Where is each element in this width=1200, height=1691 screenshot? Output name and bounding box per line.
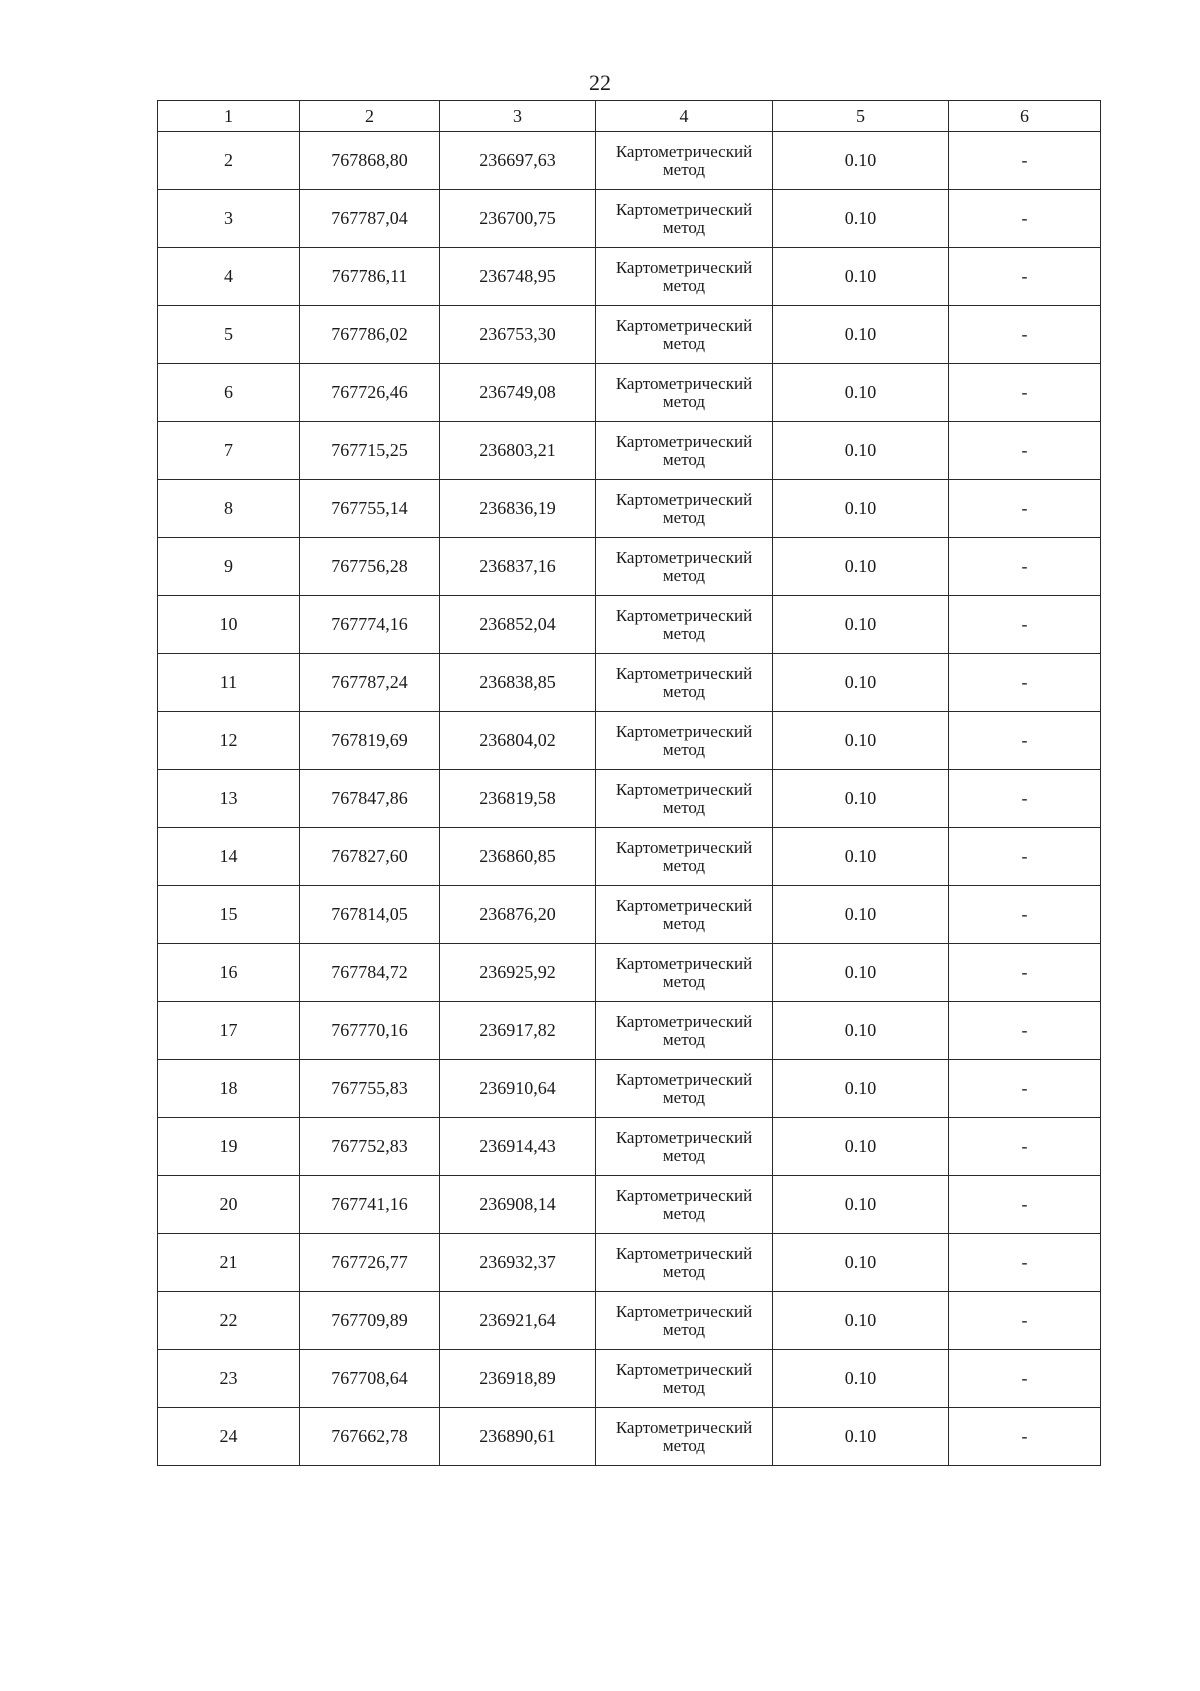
table-row: [158, 538, 1101, 596]
method-label-line1: Картометрический: [615, 1417, 753, 1437]
header-cell-4: 4: [596, 101, 773, 132]
method-label-line2: метод: [662, 623, 706, 643]
header-cell-1: 1: [158, 101, 300, 132]
y-coordinate-cell: 236749,08: [440, 364, 596, 422]
y-coordinate-cell: 236753,30: [440, 306, 596, 364]
point-number-cell: 17: [158, 1002, 300, 1060]
method-label-line2: метод: [662, 159, 706, 179]
method-cell: [596, 1002, 773, 1060]
y-coordinate-cell: 236748,95: [440, 248, 596, 306]
method-cell: [596, 1176, 773, 1234]
y-coordinate-cell: 236921,64: [440, 1292, 596, 1350]
y-coordinate-cell: 236910,64: [440, 1060, 596, 1118]
y-coordinate-cell: 236876,20: [440, 886, 596, 944]
y-coordinate-cell: 236838,85: [440, 654, 596, 712]
table-row: [158, 596, 1101, 654]
method-cell: [596, 944, 773, 1002]
y-coordinate-cell: 236837,16: [440, 538, 596, 596]
y-coordinate-cell: 236914,43: [440, 1118, 596, 1176]
point-number-cell: 3: [158, 190, 300, 248]
table-body: [158, 132, 1101, 1466]
accuracy-cell: 0.10: [773, 306, 949, 364]
accuracy-cell: 0.10: [773, 828, 949, 886]
method-label-line2: метод: [662, 1377, 706, 1397]
accuracy-cell: 0.10: [773, 886, 949, 944]
table-row: [158, 422, 1101, 480]
method-cell: [596, 1060, 773, 1118]
method-label-line2: метод: [662, 391, 706, 411]
method-label-line1: Картометрический: [615, 1011, 753, 1031]
method-cell: [596, 1350, 773, 1408]
accuracy-cell: 0.10: [773, 654, 949, 712]
point-number-cell: 20: [158, 1176, 300, 1234]
method-cell: [596, 654, 773, 712]
point-number-cell: 15: [158, 886, 300, 944]
accuracy-cell: 0.10: [773, 1292, 949, 1350]
y-coordinate-cell: 236918,89: [440, 1350, 596, 1408]
accuracy-cell: 0.10: [773, 480, 949, 538]
table-row: [158, 1118, 1101, 1176]
method-cell: [596, 306, 773, 364]
method-cell: [596, 886, 773, 944]
y-coordinate-cell: 236917,82: [440, 1002, 596, 1060]
x-coordinate-cell: 767755,14: [300, 480, 440, 538]
method-cell: [596, 190, 773, 248]
accuracy-cell: 0.10: [773, 538, 949, 596]
method-cell: [596, 1234, 773, 1292]
header-row: [158, 101, 1101, 132]
method-cell: [596, 1292, 773, 1350]
method-label-line1: Картометрический: [615, 547, 753, 567]
note-cell: -: [949, 712, 1101, 770]
method-label-line1: Картометрический: [615, 489, 753, 509]
table-row: [158, 248, 1101, 306]
method-label-line2: метод: [662, 855, 706, 875]
table-row: [158, 1234, 1101, 1292]
x-coordinate-cell: 767715,25: [300, 422, 440, 480]
point-number-cell: 22: [158, 1292, 300, 1350]
note-cell: -: [949, 1408, 1101, 1466]
accuracy-cell: 0.10: [773, 422, 949, 480]
note-cell: -: [949, 770, 1101, 828]
y-coordinate-cell: 236908,14: [440, 1176, 596, 1234]
note-cell: -: [949, 248, 1101, 306]
note-cell: -: [949, 364, 1101, 422]
point-number-cell: 4: [158, 248, 300, 306]
method-label-line1: Картометрический: [615, 431, 753, 451]
point-number-cell: 10: [158, 596, 300, 654]
x-coordinate-cell: 767726,77: [300, 1234, 440, 1292]
point-number-cell: 23: [158, 1350, 300, 1408]
note-cell: -: [949, 1060, 1101, 1118]
method-cell: [596, 538, 773, 596]
y-coordinate-cell: 236700,75: [440, 190, 596, 248]
table-row: [158, 770, 1101, 828]
accuracy-cell: 0.10: [773, 770, 949, 828]
method-label-line2: метод: [662, 1203, 706, 1223]
note-cell: -: [949, 190, 1101, 248]
point-number-cell: 13: [158, 770, 300, 828]
method-label-line2: метод: [662, 565, 706, 585]
accuracy-cell: 0.10: [773, 944, 949, 1002]
method-label-line2: метод: [662, 1087, 706, 1107]
x-coordinate-cell: 767662,78: [300, 1408, 440, 1466]
accuracy-cell: 0.10: [773, 248, 949, 306]
y-coordinate-cell: 236804,02: [440, 712, 596, 770]
table-row: [158, 1176, 1101, 1234]
accuracy-cell: 0.10: [773, 1408, 949, 1466]
method-label-line1: Картометрический: [615, 895, 753, 915]
method-label-line2: метод: [662, 1261, 706, 1281]
table-row: [158, 190, 1101, 248]
accuracy-cell: 0.10: [773, 1176, 949, 1234]
accuracy-cell: 0.10: [773, 132, 949, 190]
method-label-line2: метод: [662, 449, 706, 469]
x-coordinate-cell: 767847,86: [300, 770, 440, 828]
table-row: [158, 1060, 1101, 1118]
table-row: [158, 1002, 1101, 1060]
method-label-line2: метод: [662, 217, 706, 237]
method-label-line2: метод: [662, 681, 706, 701]
note-cell: -: [949, 422, 1101, 480]
point-number-cell: 2: [158, 132, 300, 190]
note-cell: -: [949, 480, 1101, 538]
point-number-cell: 21: [158, 1234, 300, 1292]
x-coordinate-cell: 767784,72: [300, 944, 440, 1002]
method-label-line2: метод: [662, 971, 706, 991]
point-number-cell: 5: [158, 306, 300, 364]
y-coordinate-cell: 236860,85: [440, 828, 596, 886]
method-label-line2: метод: [662, 739, 706, 759]
y-coordinate-cell: 236803,21: [440, 422, 596, 480]
x-coordinate-cell: 767752,83: [300, 1118, 440, 1176]
y-coordinate-cell: 236836,19: [440, 480, 596, 538]
note-cell: -: [949, 1292, 1101, 1350]
method-label-line1: Картометрический: [615, 141, 753, 161]
point-number-cell: 18: [158, 1060, 300, 1118]
x-coordinate-cell: 767787,24: [300, 654, 440, 712]
x-coordinate-cell: 767726,46: [300, 364, 440, 422]
point-number-cell: 14: [158, 828, 300, 886]
method-label-line1: Картометрический: [615, 1359, 753, 1379]
coordinates-table: [157, 100, 1101, 1466]
page-number: 22: [589, 70, 611, 95]
y-coordinate-cell: 236932,37: [440, 1234, 596, 1292]
note-cell: -: [949, 1350, 1101, 1408]
method-label-line1: Картометрический: [615, 315, 753, 335]
method-label-line1: Картометрический: [615, 257, 753, 277]
table-row: [158, 1292, 1101, 1350]
x-coordinate-cell: 767786,02: [300, 306, 440, 364]
point-number-cell: 11: [158, 654, 300, 712]
point-number-cell: 19: [158, 1118, 300, 1176]
x-coordinate-cell: 767774,16: [300, 596, 440, 654]
note-cell: -: [949, 1234, 1101, 1292]
accuracy-cell: 0.10: [773, 1350, 949, 1408]
y-coordinate-cell: 236890,61: [440, 1408, 596, 1466]
x-coordinate-cell: 767827,60: [300, 828, 440, 886]
table-row: [158, 944, 1101, 1002]
note-cell: -: [949, 1118, 1101, 1176]
method-label-line2: метод: [662, 913, 706, 933]
table-row: [158, 480, 1101, 538]
point-number-cell: 9: [158, 538, 300, 596]
point-number-cell: 24: [158, 1408, 300, 1466]
accuracy-cell: 0.10: [773, 190, 949, 248]
x-coordinate-cell: 767819,69: [300, 712, 440, 770]
method-label-line2: метод: [662, 1145, 706, 1165]
note-cell: -: [949, 306, 1101, 364]
table-row: [158, 654, 1101, 712]
method-label-line1: Картометрический: [615, 1185, 753, 1205]
method-cell: [596, 480, 773, 538]
table-row: [158, 364, 1101, 422]
note-cell: -: [949, 654, 1101, 712]
accuracy-cell: 0.10: [773, 364, 949, 422]
accuracy-cell: 0.10: [773, 1234, 949, 1292]
method-cell: [596, 364, 773, 422]
header-cell-2: 2: [300, 101, 440, 132]
note-cell: -: [949, 538, 1101, 596]
x-coordinate-cell: 767868,80: [300, 132, 440, 190]
method-cell: [596, 1118, 773, 1176]
method-label-line1: Картометрический: [615, 721, 753, 741]
note-cell: -: [949, 828, 1101, 886]
y-coordinate-cell: 236697,63: [440, 132, 596, 190]
accuracy-cell: 0.10: [773, 1002, 949, 1060]
accuracy-cell: 0.10: [773, 596, 949, 654]
table-row: [158, 886, 1101, 944]
method-label-line1: Картометрический: [615, 1069, 753, 1089]
method-cell: [596, 770, 773, 828]
header-cell-5: 5: [773, 101, 949, 132]
method-cell: [596, 596, 773, 654]
method-label-line2: метод: [662, 1435, 706, 1455]
x-coordinate-cell: 767814,05: [300, 886, 440, 944]
table-row: [158, 132, 1101, 190]
accuracy-cell: 0.10: [773, 712, 949, 770]
note-cell: -: [949, 1176, 1101, 1234]
method-label-line1: Картометрический: [615, 953, 753, 973]
method-label-line2: метод: [662, 1029, 706, 1049]
x-coordinate-cell: 767741,16: [300, 1176, 440, 1234]
method-label-line1: Картометрический: [615, 373, 753, 393]
x-coordinate-cell: 767709,89: [300, 1292, 440, 1350]
table-row: [158, 1408, 1101, 1466]
x-coordinate-cell: 767787,04: [300, 190, 440, 248]
accuracy-cell: 0.10: [773, 1118, 949, 1176]
method-cell: [596, 1408, 773, 1466]
x-coordinate-cell: 767755,83: [300, 1060, 440, 1118]
method-cell: [596, 248, 773, 306]
method-label-line1: Картометрический: [615, 663, 753, 683]
method-label-line2: метод: [662, 275, 706, 295]
table-row: [158, 1350, 1101, 1408]
y-coordinate-cell: 236852,04: [440, 596, 596, 654]
method-label-line1: Картометрический: [615, 199, 753, 219]
point-number-cell: 7: [158, 422, 300, 480]
x-coordinate-cell: 767756,28: [300, 538, 440, 596]
method-label-line1: Картометрический: [615, 1127, 753, 1147]
method-label-line1: Картометрический: [615, 837, 753, 857]
accuracy-cell: 0.10: [773, 1060, 949, 1118]
table-row: [158, 306, 1101, 364]
point-number-cell: 12: [158, 712, 300, 770]
table-row: [158, 828, 1101, 886]
y-coordinate-cell: 236819,58: [440, 770, 596, 828]
note-cell: -: [949, 132, 1101, 190]
method-cell: [596, 712, 773, 770]
header-cell-6: 6: [949, 101, 1101, 132]
x-coordinate-cell: 767770,16: [300, 1002, 440, 1060]
table-row: [158, 712, 1101, 770]
method-label-line1: Картометрический: [615, 779, 753, 799]
method-label-line2: метод: [662, 333, 706, 353]
method-label-line1: Картометрический: [615, 1301, 753, 1321]
x-coordinate-cell: 767786,11: [300, 248, 440, 306]
point-number-cell: 8: [158, 480, 300, 538]
note-cell: -: [949, 886, 1101, 944]
note-cell: -: [949, 1002, 1101, 1060]
y-coordinate-cell: 236925,92: [440, 944, 596, 1002]
point-number-cell: 6: [158, 364, 300, 422]
method-label-line1: Картометрический: [615, 605, 753, 625]
method-label-line2: метод: [662, 507, 706, 527]
note-cell: -: [949, 944, 1101, 1002]
header-cell-3: 3: [440, 101, 596, 132]
method-label-line2: метод: [662, 797, 706, 817]
x-coordinate-cell: 767708,64: [300, 1350, 440, 1408]
table-header: [158, 101, 1101, 132]
note-cell: -: [949, 596, 1101, 654]
method-cell: [596, 828, 773, 886]
point-number-cell: 16: [158, 944, 300, 1002]
method-label-line2: метод: [662, 1319, 706, 1339]
method-cell: [596, 422, 773, 480]
method-cell: [596, 132, 773, 190]
method-label-line1: Картометрический: [615, 1243, 753, 1263]
